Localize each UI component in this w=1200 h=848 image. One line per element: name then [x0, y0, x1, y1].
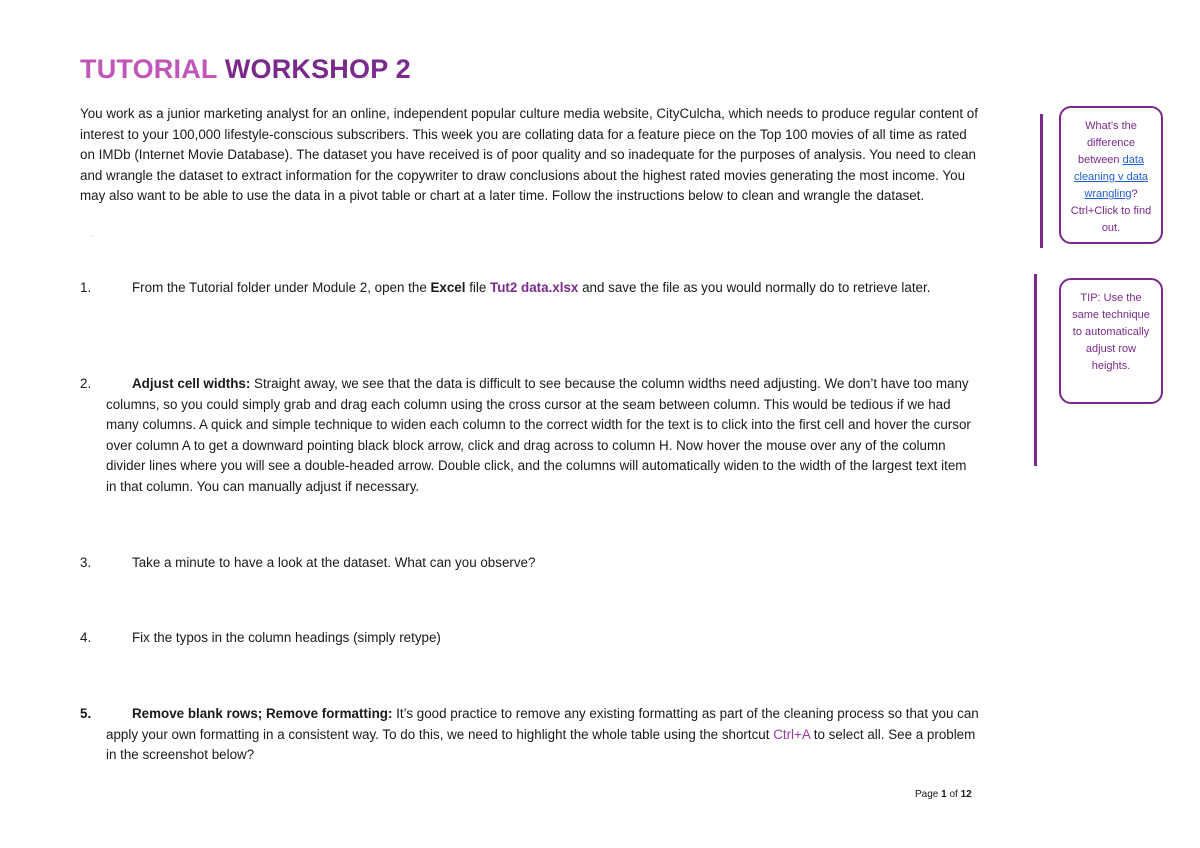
item-number: 4.	[80, 630, 92, 645]
note-text: What’s the difference between	[1077, 120, 1137, 166]
title-part1: TUTORIAL	[80, 54, 218, 84]
comment-note-2[interactable]	[1059, 278, 1163, 404]
item-number: 5.	[80, 706, 92, 721]
item-text: Take a minute to have a look at the dataset. What can you observe?	[132, 555, 536, 570]
item-text-part: to select all. See a problem in the screenshot below?	[106, 726, 976, 763]
comment-bar	[1034, 274, 1037, 466]
list-item-4	[80, 628, 980, 649]
intro-paragraph: You work as a junior marketing analyst for an online, independent popular culture media website, CityCulcha, which needs to produce regular content of interest to your 100,000 lifestyle-conscious subscribers. This week you are collating data for a feature piece on the Top 100 movies of all time as rated on IMDb (Internet Movie Database). The dataset you have received is of poor quality and so inadequate for the purposes of analysis. You need to clean and wrangle the dataset to extract information for the copywriter to draw conclusions about the highest rated movies generating the most income. You may also want to be able to use the data in a pivot table or chart at a later time. Follow the instructions below to clean and wrangle the dataset.	[80, 106, 978, 204]
page-of: of	[946, 789, 961, 800]
item-number: 3.	[80, 555, 92, 570]
list-item-3	[80, 553, 980, 574]
item-text-part: It’s good practice to remove any existing formatting as part of the cleaning process so that you can apply your own formatting in a consistent way. To do this, we need to highlight the whole table using the shortcut	[106, 706, 979, 742]
item-heading: Remove blank rows; Remove formatting:	[132, 706, 393, 721]
note-text: ? Ctrl+Click to find out.	[1070, 188, 1152, 234]
item-number: 2.	[80, 376, 92, 391]
note-link[interactable]: data cleaning v data wrangling	[1074, 154, 1148, 200]
item-text-part: file	[465, 280, 491, 295]
comment-note-1[interactable]	[1059, 106, 1163, 244]
item-text	[106, 278, 980, 299]
list-item-5	[80, 704, 980, 766]
page-total: 12	[960, 789, 972, 800]
item-number: 1.	[80, 280, 92, 295]
list-item-1	[80, 278, 980, 299]
shortcut-text: Ctrl+A	[773, 726, 811, 742]
item-heading: Adjust cell widths:	[132, 376, 251, 391]
item-text	[106, 704, 980, 766]
page-title	[80, 54, 411, 85]
item-text-part: and save the file as you would normally do to retrieve later.	[578, 280, 931, 295]
file-name: Tut2 data.xlsx	[490, 280, 579, 295]
item-text-part: Straight away, we see that the data is difficult to see because the column widths need adjusting. We don’t have too many columns, so you could simply grab and drag each column using the cross cursor at the seam between column. This would be tedious if we had many columns. A quick and simple technique to widen each column to the correct width for the text is to click into the first cell and hover the cursor over column A to get a downward pointing black block arrow, click and drag across to column H. Now hover the mouse over any of the column divider lines where you will see a double-headed arrow. Double click, and the columns will automatically widen to the width of the largest text item in that column. You can manually adjust if necessary.	[106, 376, 971, 494]
page-number	[915, 789, 972, 800]
comment-bar	[1040, 114, 1043, 248]
stray-mark: '	[92, 236, 94, 242]
excel-label: Excel	[430, 280, 466, 295]
item-text-part: From the Tutorial folder under Module 2, open the	[132, 280, 431, 295]
page-current: 1	[941, 789, 947, 800]
item-text: Fix the typos in the column headings (simply retype)	[132, 630, 441, 645]
title-part2: WORKSHOP 2	[224, 54, 411, 84]
item-text	[106, 374, 980, 498]
page-label: Page	[915, 789, 942, 800]
note-text: TIP: Use the same technique to automatically adjust row heights.	[1072, 292, 1150, 372]
list-item-2	[80, 374, 980, 498]
